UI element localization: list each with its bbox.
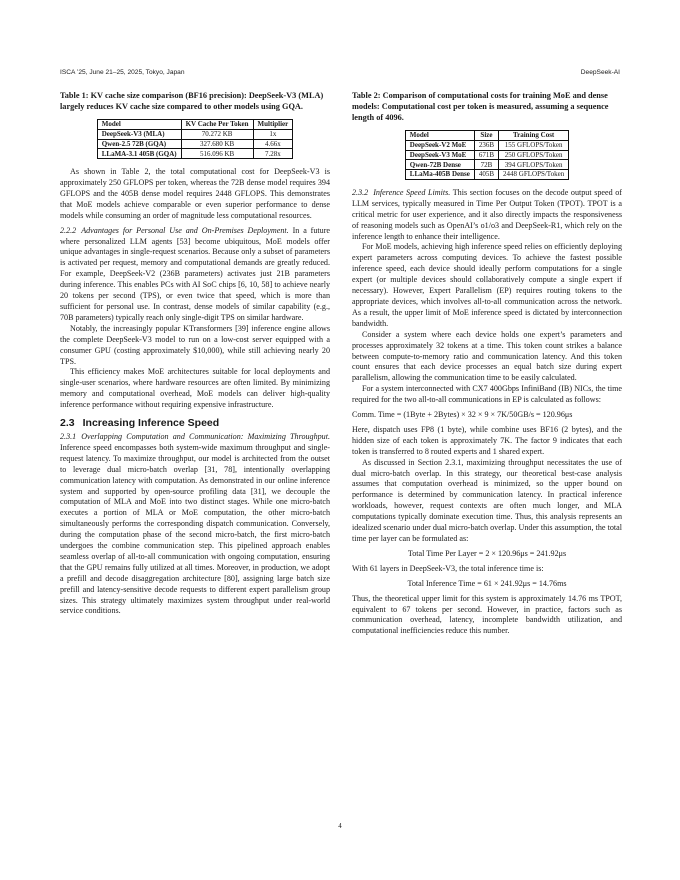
equation-total-inference-time: Total Inference Time = 61 × 241.92μs = 14.76ms: [407, 578, 567, 588]
paragraph: For MoE models, achieving high inference speed relies on efficiently deploying expert parameters across computing devices. To achieve the fastest possible inference speed, each device should ideally perform computations for a single expert (or multiple devices should collaboratively compute a single expert if necessary). However, Expert Parallelism (EP) requires routing tokens to the appropriate devices, which involves all-to-all communication across the network. As a result, the upper limit of MoE inference speed is dictated by interconnection bandwidth.: [352, 242, 622, 328]
paragraph: Thus, the theoretical upper limit for this system is approximately 14.76 ms TPOT, equivalent to 67 tokens per second. However, in practice, factors such as communication overhead, latency, incomplete bandwidth utilization, and computational inefficiencies reduce this number.: [352, 593, 622, 636]
table-cell: 2448 GFLOPS/Token: [499, 170, 569, 180]
subsection-title: Inference Speed Limits.: [373, 187, 451, 197]
table-cell: 405B: [474, 170, 498, 180]
table-row: [405, 150, 568, 160]
paragraph-text: This section focuses on the decode output speed of LLM services, typically measured in Time Per Output Token (TPOT). TPOT is a critical metric for user experience, and it also directly impacts the responsiveness of reasoning models such as OpenAI’s o1/o3 and DeepSeek-R1, which rely on the inference length to enhance their intelligence.: [352, 187, 622, 241]
table-cell: 155 GFLOPS/Token: [499, 140, 569, 150]
table-cell: DeepSeek-V3 (MLA): [97, 129, 181, 139]
table-header: Model: [97, 120, 181, 130]
table-cell: Qwen-2.5 72B (GQA): [97, 139, 181, 149]
training-cost-table: [405, 130, 569, 180]
header-author: DeepSeek-AI: [580, 69, 620, 76]
table2-caption: Table 2: Comparison of computational costs for training MoE and dense models: Computational cost per token is measured, assuming a sequence length of 4096.: [352, 91, 609, 122]
table-cell: 72B: [474, 160, 498, 170]
paragraph-text: Inference speed encompasses both system-wide maximum throughput and single-request latency. To maximize throughput, our model is architected from the outset to leverage dual micro-batch overlap [31, 78], intentionally overlapping communication latency with computation. As demonstrated in our online inference system and supported by open-source profiling data [31], we decouple the computation of MLA and MoE into two distinct stages. While one micro-batch executes a portion of MLA or MoE computation, the other micro-batch simultaneously performs the corresponding dispatch communication. Conversely, during the computation phase of the second micro-batch, the first micro-batch undergoes the combine communication step. This pipelined approach enables seamless overlap of all-to-all communication with ongoing computation, ensuring that the GPU remains fully utilized at all times. Moreover, in production, we adopt a prefill and decode disaggregation architecture [80], assigning large batch size prefill and latency-sensitive decode requests to different expert parallelism group sizes. This strategy ultimately maximizes system throughput under real-world service conditions.: [60, 442, 330, 616]
subsection-number: 2.3.1: [60, 431, 77, 441]
table-cell: DeepSeek-V2 MoE: [405, 140, 474, 150]
paragraph: As shown in Table 2, the total computational cost for DeepSeek-V3 is approximately 250 GFLOPS per token, whereas the 72B dense model requires 394 GFLOPS and the 405B dense model requires 2448 GFLOPS. This demonstrates that MoE models achieve comparable or even superior performance to dense models while consuming an order of magnitude less computational resources.: [60, 167, 330, 220]
subsection-heading: [60, 226, 289, 235]
table-cell: 1x: [253, 129, 293, 139]
table-cell: 516.096 KB: [181, 149, 253, 159]
table-cell: 70.272 KB: [181, 129, 253, 139]
table-row: [97, 139, 293, 149]
table-cell: 394 GFLOPS/Token: [499, 160, 569, 170]
table-cell: 236B: [474, 140, 498, 150]
table-header: Size: [474, 131, 498, 141]
table-header: Multiplier: [253, 120, 293, 130]
header-venue: ISCA ’25, June 21–25, 2025, Tokyo, Japan: [60, 69, 185, 76]
subsection-title: Overlapping Computation and Communication: Maximizing Throughput.: [81, 431, 330, 441]
table-row: [405, 160, 568, 170]
section-heading: [60, 418, 330, 429]
table-header-row: [97, 120, 293, 130]
table-cell: LLaMa-405B Dense: [405, 170, 474, 180]
table-cell: Qwen-72B Dense: [405, 160, 474, 170]
paragraph: For a system interconnected with CX7 400Gbps InfiniBand (IB) NICs, the time required for the two all-to-all communications in EP is calculated as follows:: [352, 384, 622, 405]
kv-cache-table: [97, 119, 294, 159]
subsection-heading: [352, 188, 450, 197]
paragraph-text: In a future where personalized LLM agents [53] become ubiquitous, MoE models offer unique advantages in single-request scenarios. Because only a subset of parameters is activated per request, memory and computational demands are greatly reduced. For example, DeepSeek-V2 (236B parameters) activates just 21B parameters during inference. This enables PCs with AI SoC chips [6, 10, 58] to achieve nearly 20 tokens per second (TPS), or even twice that speed, which is more than sufficient for personal use. In contrast, dense models of similar capability (e.g., 70B parameters) typically reach only single-digit TPS on similar hardware.: [60, 225, 331, 322]
subsection-heading: [60, 432, 330, 441]
table-row: [405, 140, 568, 150]
table-cell: LLaMA-3.1 405B (GQA): [97, 149, 181, 159]
table-cell: 327.680 KB: [181, 139, 253, 149]
paragraph: As discussed in Section 2.3.1, maximizing throughput necessitates the use of dual micro-batch overlap. In this strategy, our theoretical best-case analysis assumes that computation overhead is minimized, so the upper bound on performance is determined by communication latency. In practical inference workloads, however, request contexts are often much longer, and MLA computations typically dominate execution time. Thus, this analysis represents an idealized scenario under dual micro-batch overlap. Under this assumption, the total time per layer can be formulated as:: [352, 457, 622, 543]
paragraph: Here, dispatch uses FP8 (1 byte), while combine uses BF16 (2 bytes), and the hidden size of each token is approximately 7K. The factor 9 indicates that each token is transferred to 8 routed experts and 1 shared expert.: [352, 424, 622, 456]
paragraph: This efficiency makes MoE architectures suitable for local deployments and single-user scenarios, where hardware resources are often limited. By minimizing memory and computational overhead, MoE models can deliver high-quality inference performance without requiring expensive infrastructure.: [60, 367, 330, 410]
table-cell: 671B: [474, 150, 498, 160]
paragraph: Notably, the increasingly popular KTransformers [39] inference engine allows the complete DeepSeek-V3 model to run on a low-cost server equipped with a consumer GPU (costing approximately $10,000), while still achieving nearly 20 TPS.: [60, 323, 330, 366]
section-number: 2.3: [60, 417, 75, 430]
table-cell: DeepSeek-V3 MoE: [405, 150, 474, 160]
running-header: [60, 69, 620, 76]
table-cell: 250 GFLOPS/Token: [499, 150, 569, 160]
subsection-number: 2.2.2: [60, 225, 77, 235]
table1-caption: Table 1: KV cache size comparison (BF16 precision): DeepSeek-V3 (MLA) largely reduces KV cache size compared to other models using GQA.: [60, 91, 324, 111]
subsection-title: Advantages for Personal Use and On-Premises Deployment.: [81, 225, 289, 235]
subsection-paragraph: [60, 432, 330, 617]
table-row: [405, 170, 568, 180]
table-header: Training Cost: [499, 131, 569, 141]
section-title: Increasing Inference Speed: [82, 417, 220, 430]
table-cell: 4.66x: [253, 139, 293, 149]
equation-comm-time: Comm. Time = (1Byte + 2Bytes) × 32 × 9 × 7K/50GB/s = 120.96μs: [352, 410, 573, 420]
paragraph: Consider a system where each device holds one expert’s parameters and processes approximately 32 tokens at a time. This token count strikes a balance between compute-to-memory ratio and communication latency. And this token count ensures that each device processes an equal batch size during expert parallelism, allowing the communication time to be easily calculated.: [352, 329, 622, 383]
left-column: [60, 90, 330, 617]
equation-time-per-layer: Total Time Per Layer = 2 × 120.96μs = 241.92μs: [407, 548, 567, 558]
table-row: [97, 129, 293, 139]
table-header-row: [405, 131, 568, 141]
table-header: Model: [405, 131, 474, 141]
table-cell: 7.28x: [253, 149, 293, 159]
right-column: [352, 90, 622, 637]
subsection-paragraph: [352, 188, 622, 243]
subsection-number: 2.3.2: [352, 187, 369, 197]
subsection-paragraph: [60, 226, 330, 324]
page-number: 4: [338, 822, 342, 830]
paragraph: With 61 layers in DeepSeek-V3, the total inference time is:: [352, 563, 544, 573]
table-header: KV Cache Per Token: [181, 120, 253, 130]
table-row: [97, 149, 293, 159]
